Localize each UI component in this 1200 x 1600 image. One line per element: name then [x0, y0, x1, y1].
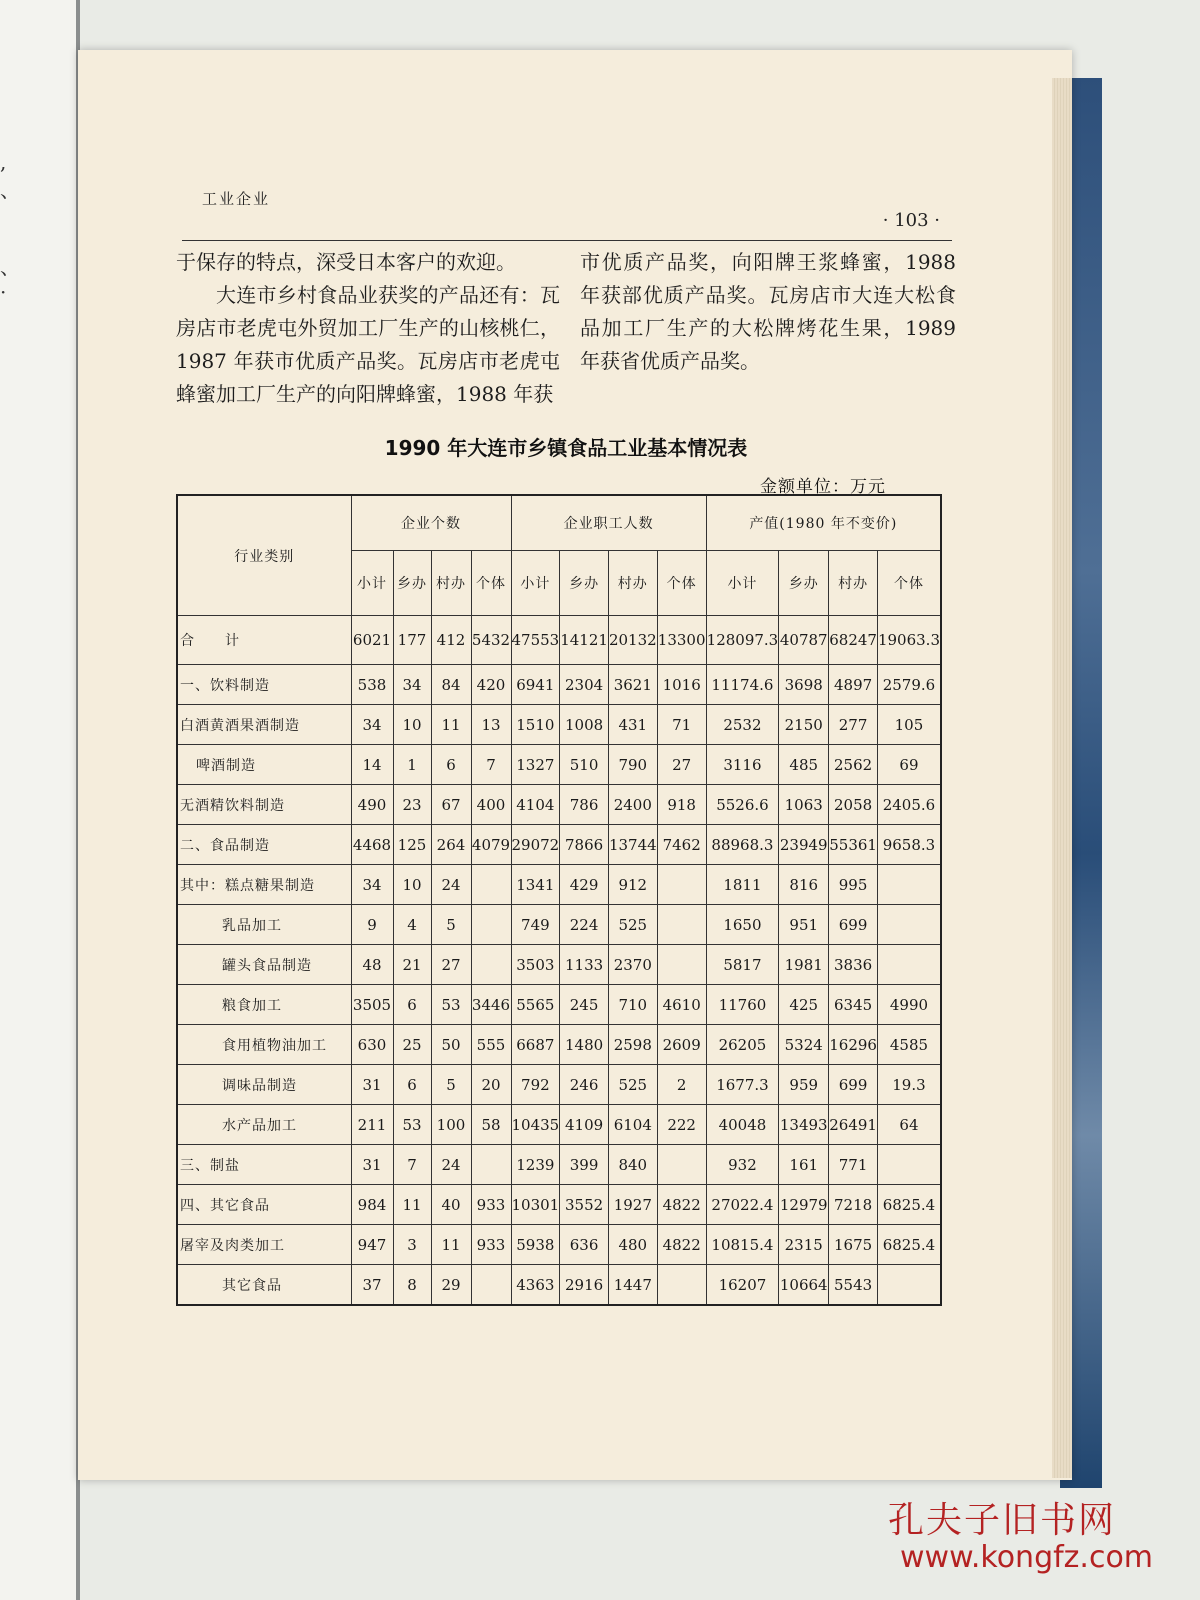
table-cell: 13 — [471, 705, 511, 745]
table-cell: 6687 — [511, 1025, 560, 1065]
table-cell: 3503 — [511, 945, 560, 985]
table-cell — [877, 1265, 941, 1306]
table-cell: 3116 — [706, 745, 779, 785]
table-cell: 12979 — [779, 1185, 829, 1225]
table-cell: 14121 — [560, 616, 609, 665]
row-label: 四、其它食品 — [177, 1185, 351, 1225]
table-cell: 786 — [560, 785, 609, 825]
table-cell: 538 — [351, 665, 393, 705]
table-cell: 995 — [829, 865, 878, 905]
table-cell: 31 — [351, 1145, 393, 1185]
table-cell: 50 — [431, 1025, 471, 1065]
table-cell: 7866 — [560, 825, 609, 865]
table-cell: 4585 — [877, 1025, 941, 1065]
header-sub: 乡办 — [560, 551, 609, 616]
table-cell: 3836 — [829, 945, 878, 985]
table-cell: 6345 — [829, 985, 878, 1025]
table-cell: 55361 — [829, 825, 878, 865]
table-cell: 630 — [351, 1025, 393, 1065]
table-cell: 3505 — [351, 985, 393, 1025]
table-cell: 6 — [393, 985, 431, 1025]
table-cell: 790 — [608, 745, 657, 785]
table-cell: 264 — [431, 825, 471, 865]
table-cell: 11 — [393, 1185, 431, 1225]
table-cell: 425 — [779, 985, 829, 1025]
table-cell: 1133 — [560, 945, 609, 985]
table-cell: 20 — [471, 1065, 511, 1105]
table-cell: 5 — [431, 905, 471, 945]
table-cell — [657, 1145, 706, 1185]
table-row — [177, 985, 941, 1025]
table-cell: 10664 — [779, 1265, 829, 1306]
table-cell: 6 — [393, 1065, 431, 1105]
table-cell: 2532 — [706, 705, 779, 745]
table-cell: 3552 — [560, 1185, 609, 1225]
row-label: 调味品制造 — [177, 1065, 351, 1105]
table-cell: 177 — [393, 616, 431, 665]
table-cell: 27022.4 — [706, 1185, 779, 1225]
table-cell: 2579.6 — [877, 665, 941, 705]
table-cell: 222 — [657, 1105, 706, 1145]
table-cell: 67 — [431, 785, 471, 825]
header-sub: 村办 — [608, 551, 657, 616]
table-cell: 431 — [608, 705, 657, 745]
row-label: 粮食加工 — [177, 985, 351, 1025]
table-cell: 10815.4 — [706, 1225, 779, 1265]
table-cell: 749 — [511, 905, 560, 945]
row-label: 食用植物油加工 — [177, 1025, 351, 1065]
table-cell: 224 — [560, 905, 609, 945]
table-cell: 27 — [431, 945, 471, 985]
table-row — [177, 665, 941, 705]
table-cell: 1239 — [511, 1145, 560, 1185]
table-cell: 1341 — [511, 865, 560, 905]
table-cell: 10301 — [511, 1185, 560, 1225]
header-sub: 小计 — [706, 551, 779, 616]
table-cell: 40 — [431, 1185, 471, 1225]
table-row — [177, 865, 941, 905]
table-cell: 31 — [351, 1065, 393, 1105]
table-cell: 1510 — [511, 705, 560, 745]
table-cell: 25 — [393, 1025, 431, 1065]
table-cell: 912 — [608, 865, 657, 905]
table-cell: 1677.3 — [706, 1065, 779, 1105]
table-cell: 4 — [393, 905, 431, 945]
table-cell: 5817 — [706, 945, 779, 985]
header-sub: 个体 — [877, 551, 941, 616]
table-cell: 420 — [471, 665, 511, 705]
table-cell: 412 — [431, 616, 471, 665]
table-row — [177, 745, 941, 785]
table-cell: 5 — [431, 1065, 471, 1105]
header-sub: 个体 — [471, 551, 511, 616]
table-cell: 947 — [351, 1225, 393, 1265]
table-cell: 27 — [657, 745, 706, 785]
table-cell: 6825.4 — [877, 1185, 941, 1225]
table-cell: 13744 — [608, 825, 657, 865]
table-cell: 9 — [351, 905, 393, 945]
table-cell: 24 — [431, 865, 471, 905]
table-cell: 984 — [351, 1185, 393, 1225]
table-cell — [471, 905, 511, 945]
table-cell: 5565 — [511, 985, 560, 1025]
table-cell: 13493 — [779, 1105, 829, 1145]
table-cell: 11174.6 — [706, 665, 779, 705]
table-cell: 19.3 — [877, 1065, 941, 1105]
table-cell: 8 — [393, 1265, 431, 1306]
table-cell: 4468 — [351, 825, 393, 865]
table-cell: 840 — [608, 1145, 657, 1185]
table-cell — [657, 945, 706, 985]
table-cell: 40787 — [779, 616, 829, 665]
table-cell: 699 — [829, 905, 878, 945]
table-cell: 2405.6 — [877, 785, 941, 825]
table-cell: 2058 — [829, 785, 878, 825]
header-group: 产值(1980 年不变价) — [706, 495, 941, 551]
table-cell: 6104 — [608, 1105, 657, 1145]
data-table — [176, 494, 942, 1306]
table-cell: 792 — [511, 1065, 560, 1105]
adjacent-page-text: , 、 、 · — [0, 150, 20, 304]
table-cell: 69 — [877, 745, 941, 785]
table-cell: 246 — [560, 1065, 609, 1105]
table-cell — [877, 945, 941, 985]
page-edges — [1052, 78, 1072, 1478]
table-cell: 400 — [471, 785, 511, 825]
table-row — [177, 1025, 941, 1065]
table-cell: 3 — [393, 1225, 431, 1265]
table-cell: 10 — [393, 705, 431, 745]
table-cell: 88968.3 — [706, 825, 779, 865]
table-cell: 24 — [431, 1145, 471, 1185]
table-cell: 1927 — [608, 1185, 657, 1225]
table-cell: 5938 — [511, 1225, 560, 1265]
table-cell: 23 — [393, 785, 431, 825]
table-cell: 6021 — [351, 616, 393, 665]
table-cell: 100 — [431, 1105, 471, 1145]
table-cell — [471, 945, 511, 985]
table-cell: 1811 — [706, 865, 779, 905]
table-cell: 932 — [706, 1145, 779, 1185]
table-row — [177, 1105, 941, 1145]
table-cell: 959 — [779, 1065, 829, 1105]
table-cell: 29 — [431, 1265, 471, 1306]
table-cell — [877, 1145, 941, 1185]
table-cell: 7 — [393, 1145, 431, 1185]
table-cell: 5543 — [829, 1265, 878, 1306]
table-cell: 699 — [829, 1065, 878, 1105]
table-cell: 771 — [829, 1145, 878, 1185]
table-cell: 3698 — [779, 665, 829, 705]
table-cell: 11 — [431, 1225, 471, 1265]
table-cell: 34 — [351, 705, 393, 745]
page-number: · 103 · — [882, 210, 940, 231]
table-cell: 525 — [608, 905, 657, 945]
table-cell: 4363 — [511, 1265, 560, 1306]
table-cell: 48 — [351, 945, 393, 985]
row-label: 罐头食品制造 — [177, 945, 351, 985]
table-cell: 47553 — [511, 616, 560, 665]
table-cell: 26205 — [706, 1025, 779, 1065]
table-cell — [657, 865, 706, 905]
table-cell: 4990 — [877, 985, 941, 1025]
text-column-left — [176, 246, 560, 411]
table-cell: 128097.3 — [706, 616, 779, 665]
row-label: 啤酒制造 — [177, 745, 351, 785]
paragraph: 大连市乡村食品业获奖的产品还有：瓦房店市老虎屯外贸加工厂生产的山核桃仁，1987 年获市优质产品奖。瓦房店市老虎屯蜂蜜加工厂生产的向阳牌蜂蜜，1988 年获 — [176, 283, 560, 406]
table-cell: 1063 — [779, 785, 829, 825]
row-label: 其中：糕点糖果制造 — [177, 865, 351, 905]
table-cell: 11760 — [706, 985, 779, 1025]
table-cell: 211 — [351, 1105, 393, 1145]
row-label: 屠宰及肉类加工 — [177, 1225, 351, 1265]
table-row — [177, 1185, 941, 1225]
table-cell: 7 — [471, 745, 511, 785]
header-sub: 乡办 — [779, 551, 829, 616]
table-cell: 2315 — [779, 1225, 829, 1265]
running-header — [182, 188, 952, 244]
table-cell: 16207 — [706, 1265, 779, 1306]
table-cell: 10435 — [511, 1105, 560, 1145]
table-cell: 1 — [393, 745, 431, 785]
header-sub: 村办 — [829, 551, 878, 616]
table-cell: 951 — [779, 905, 829, 945]
table-cell: 399 — [560, 1145, 609, 1185]
table-cell: 53 — [393, 1105, 431, 1145]
table-cell: 1016 — [657, 665, 706, 705]
table-row — [177, 1145, 941, 1185]
table-cell — [877, 865, 941, 905]
table-cell: 1480 — [560, 1025, 609, 1065]
table-cell: 933 — [471, 1225, 511, 1265]
table-cell: 2598 — [608, 1025, 657, 1065]
header-rule — [182, 240, 952, 241]
table-row — [177, 1225, 941, 1265]
table-cell: 26491 — [829, 1105, 878, 1145]
table-cell: 34 — [351, 865, 393, 905]
table-row — [177, 616, 941, 665]
table-cell: 105 — [877, 705, 941, 745]
table-cell — [471, 1145, 511, 1185]
row-label: 其它食品 — [177, 1265, 351, 1306]
table-cell: 1650 — [706, 905, 779, 945]
table-cell: 19063.3 — [877, 616, 941, 665]
row-label: 二、食品制造 — [177, 825, 351, 865]
table-cell: 23949 — [779, 825, 829, 865]
watermark-logo: 孔夫子旧书网 — [888, 1500, 1117, 1541]
paragraph: 市优质产品奖，向阳牌王浆蜂蜜，1988 年获部优质产品奖。瓦房店市大连大松食品加工厂生产的大松牌烤花生果，1989 年获省优质产品奖。 — [580, 250, 956, 373]
row-label: 乳品加工 — [177, 905, 351, 945]
table-row — [177, 825, 941, 865]
table-cell: 5324 — [779, 1025, 829, 1065]
watermark-url: www.kongfz.com — [900, 1540, 1154, 1575]
header-sub: 村办 — [431, 551, 471, 616]
table-cell: 710 — [608, 985, 657, 1025]
table-row — [177, 1065, 941, 1105]
table-cell: 2562 — [829, 745, 878, 785]
table-cell: 16296 — [829, 1025, 878, 1065]
table-cell: 13300 — [657, 616, 706, 665]
table-cell: 1981 — [779, 945, 829, 985]
section-title: 工业企业 — [202, 190, 271, 208]
table-cell: 4822 — [657, 1185, 706, 1225]
table-row — [177, 905, 941, 945]
table-cell: 37 — [351, 1265, 393, 1306]
table-cell: 485 — [779, 745, 829, 785]
table-cell: 34 — [393, 665, 431, 705]
table-cell: 14 — [351, 745, 393, 785]
table-cell: 3446 — [471, 985, 511, 1025]
row-label: 合 计 — [177, 616, 351, 665]
table-cell: 64 — [877, 1105, 941, 1145]
table-cell: 10 — [393, 865, 431, 905]
paragraph: 于保存的特点，深受日本客户的欢迎。 — [176, 250, 516, 274]
table-cell — [657, 1265, 706, 1306]
table-cell: 277 — [829, 705, 878, 745]
table-cell: 29072 — [511, 825, 560, 865]
table-cell: 245 — [560, 985, 609, 1025]
table-cell: 4079 — [471, 825, 511, 865]
table-cell: 918 — [657, 785, 706, 825]
table-cell: 1327 — [511, 745, 560, 785]
table-cell: 1447 — [608, 1265, 657, 1306]
table-cell: 6825.4 — [877, 1225, 941, 1265]
table-cell: 68247 — [829, 616, 878, 665]
table-cell: 2150 — [779, 705, 829, 745]
header-sub: 个体 — [657, 551, 706, 616]
table-cell: 4109 — [560, 1105, 609, 1145]
table-cell: 58 — [471, 1105, 511, 1145]
table-cell: 555 — [471, 1025, 511, 1065]
table-cell: 2370 — [608, 945, 657, 985]
table-cell: 11 — [431, 705, 471, 745]
table-cell: 2916 — [560, 1265, 609, 1306]
row-label: 一、饮料制造 — [177, 665, 351, 705]
table-cell: 53 — [431, 985, 471, 1025]
table-cell: 71 — [657, 705, 706, 745]
table-cell: 40048 — [706, 1105, 779, 1145]
header-group: 企业个数 — [351, 495, 511, 551]
table-cell: 4822 — [657, 1225, 706, 1265]
table-cell: 480 — [608, 1225, 657, 1265]
table-cell: 125 — [393, 825, 431, 865]
table-cell: 84 — [431, 665, 471, 705]
table-cell: 9658.3 — [877, 825, 941, 865]
header-sub: 小计 — [351, 551, 393, 616]
table-cell: 3621 — [608, 665, 657, 705]
text-column-right — [580, 246, 956, 378]
table-unit: 金额单位：万元 — [760, 477, 886, 497]
table-cell: 6 — [431, 745, 471, 785]
table-row — [177, 945, 941, 985]
table-cell: 933 — [471, 1185, 511, 1225]
table-row — [177, 1265, 941, 1306]
table-cell: 1008 — [560, 705, 609, 745]
table-cell — [877, 905, 941, 945]
table-cell: 490 — [351, 785, 393, 825]
table-cell: 4610 — [657, 985, 706, 1025]
table-cell: 510 — [560, 745, 609, 785]
table-title: 1990 年大连市乡镇食品工业基本情况表 — [384, 436, 748, 460]
table-cell: 4104 — [511, 785, 560, 825]
row-label: 无酒精饮料制造 — [177, 785, 351, 825]
table-cell: 2304 — [560, 665, 609, 705]
header-category: 行业类别 — [177, 495, 351, 616]
table-cell — [471, 865, 511, 905]
table-cell: 429 — [560, 865, 609, 905]
row-label: 白酒黄酒果酒制造 — [177, 705, 351, 745]
table-cell: 5526.6 — [706, 785, 779, 825]
table-cell: 161 — [779, 1145, 829, 1185]
header-group: 企业职工人数 — [511, 495, 706, 551]
table-cell — [657, 905, 706, 945]
header-sub: 小计 — [511, 551, 560, 616]
table-cell: 1675 — [829, 1225, 878, 1265]
table-cell — [471, 1265, 511, 1306]
table-row — [177, 705, 941, 745]
table-cell: 20132 — [608, 616, 657, 665]
table-cell: 2609 — [657, 1025, 706, 1065]
table-cell: 7218 — [829, 1185, 878, 1225]
table-cell: 816 — [779, 865, 829, 905]
table-row — [177, 785, 941, 825]
table-cell: 2400 — [608, 785, 657, 825]
header-sub: 乡办 — [393, 551, 431, 616]
table-cell: 5432 — [471, 616, 511, 665]
row-label: 三、制盐 — [177, 1145, 351, 1185]
table-cell: 6941 — [511, 665, 560, 705]
table-cell: 21 — [393, 945, 431, 985]
table-cell: 2 — [657, 1065, 706, 1105]
row-label: 水产品加工 — [177, 1105, 351, 1145]
table-cell: 4897 — [829, 665, 878, 705]
table-cell: 636 — [560, 1225, 609, 1265]
table-cell: 525 — [608, 1065, 657, 1105]
table-cell: 7462 — [657, 825, 706, 865]
